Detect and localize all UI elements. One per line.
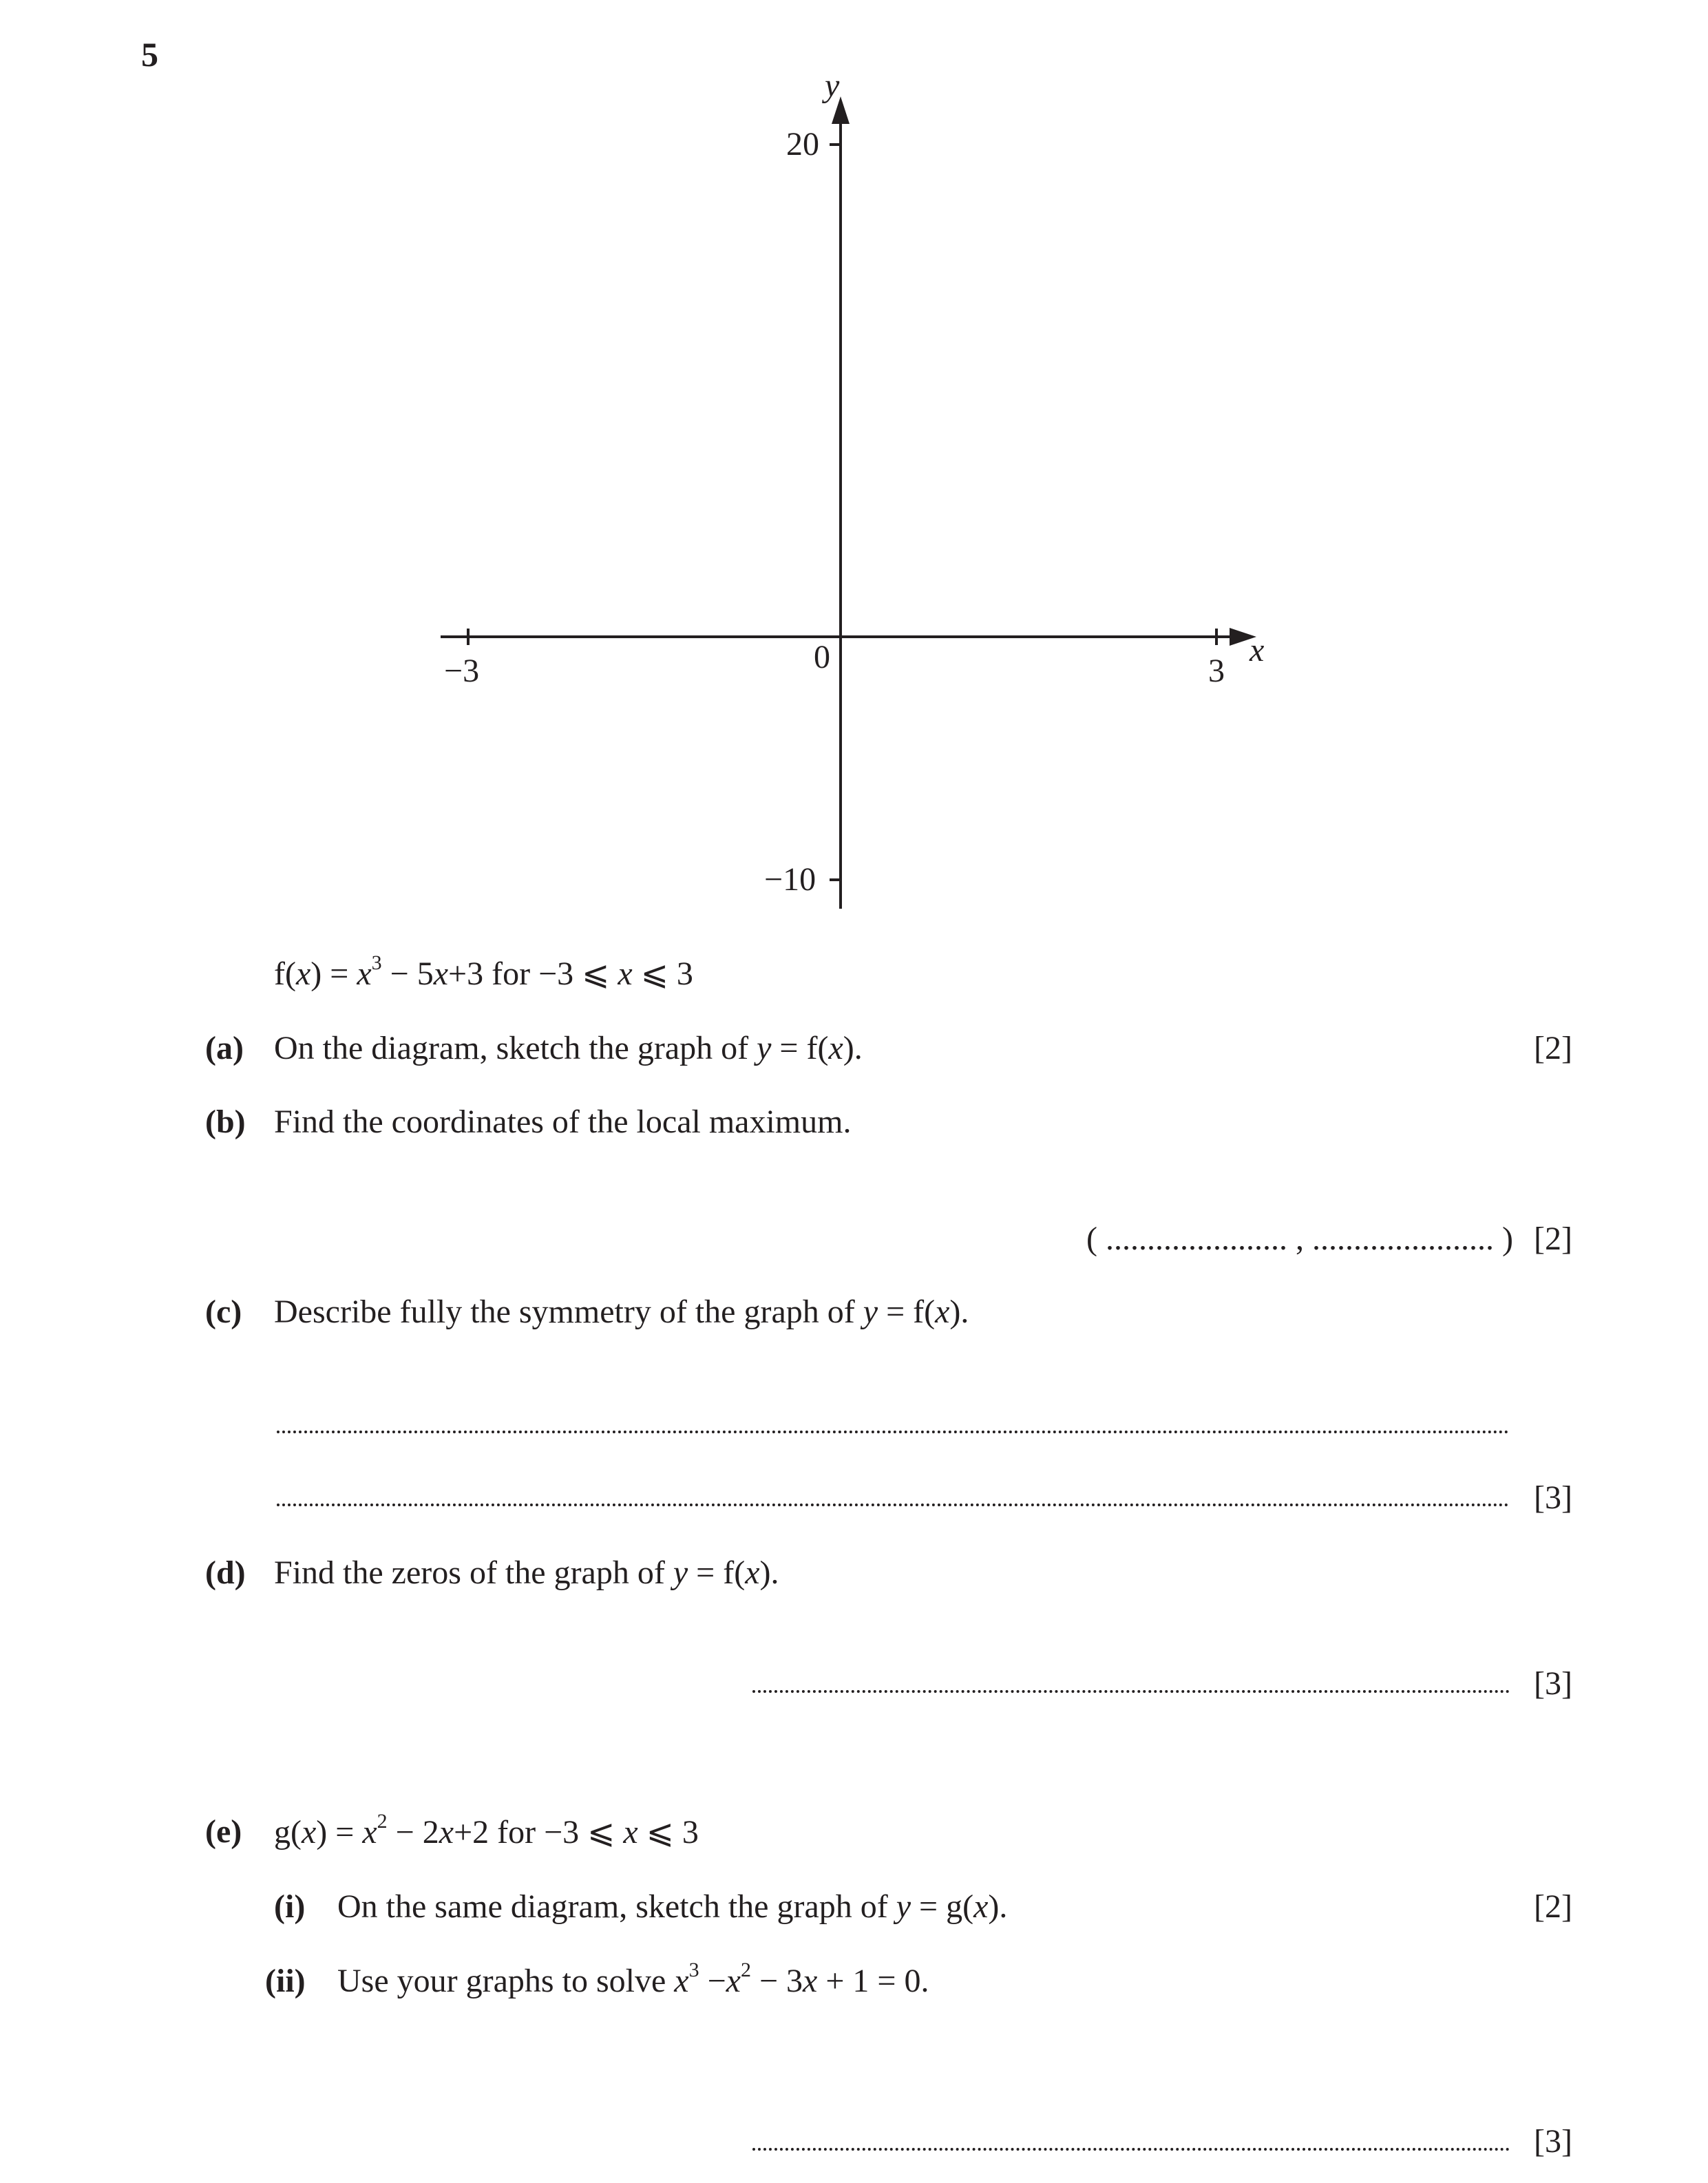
part-b-question: Find the coordinates of the local maximum.	[274, 1104, 852, 1140]
x-tick-label-neg3: −3	[444, 653, 480, 689]
origin-label: 0	[814, 639, 830, 675]
function-definition: $f(x) = x^3 - 5x+3$ for −3 ⩽ x ⩽ 3	[274, 951, 693, 992]
part-d-question: Find the zeros of the graph of y = f(x).	[274, 1554, 779, 1591]
part-e-ii-answer-line[interactable]	[752, 2148, 1510, 2151]
part-e-i-marks: [2]	[1534, 1888, 1572, 1925]
part-d-answer-line[interactable]	[752, 1690, 1510, 1693]
x-axis-label: x	[1250, 632, 1265, 668]
part-a-marks: [2]	[1534, 1030, 1572, 1066]
g-function-definition: $g(x) = x^2 - 2x+2$ for −3 ⩽ x ⩽ 3	[274, 1810, 699, 1850]
part-c-question: Describe fully the symmetry of the graph of y = f(x).	[274, 1294, 969, 1330]
part-c-marks: [3]	[1534, 1479, 1572, 1516]
part-a-question: On the diagram, sketch the graph of y = f(x).	[274, 1030, 863, 1066]
y-tick-label-neg10: −10	[764, 861, 816, 898]
part-a-label: (a)	[205, 1030, 244, 1066]
part-e-i-label: (i)	[274, 1888, 306, 1925]
question-number: 5	[141, 35, 158, 74]
part-e-label: (e)	[205, 1813, 242, 1850]
part-c-label: (c)	[205, 1294, 242, 1330]
part-d-marks: [3]	[1534, 1665, 1572, 1702]
part-e-ii-question: Use your graphs to solve $x^3 -x^2 - 3x + 1 = 0$.	[337, 1959, 929, 1999]
x-tick-label-3: 3	[1208, 653, 1225, 689]
part-e-i-question: On the same diagram, sketch the graph of y = g(x).	[337, 1888, 1008, 1925]
part-b-label: (b)	[205, 1104, 246, 1140]
part-b-marks: [2]	[1534, 1221, 1572, 1257]
part-c-answer-line-2[interactable]	[277, 1504, 1509, 1506]
part-e-ii-marks: [3]	[1534, 2123, 1572, 2160]
axes-diagram	[0, 0, 1708, 922]
part-c-answer-line-1[interactable]	[277, 1431, 1509, 1433]
part-b-answer-line[interactable]: ( ...................... , ...................... )	[1086, 1221, 1513, 1257]
part-e-ii-label: (ii)	[265, 1963, 306, 1999]
part-d-label: (d)	[205, 1554, 246, 1591]
y-axis-label: y	[825, 67, 840, 104]
y-tick-label-20: 20	[786, 126, 819, 162]
